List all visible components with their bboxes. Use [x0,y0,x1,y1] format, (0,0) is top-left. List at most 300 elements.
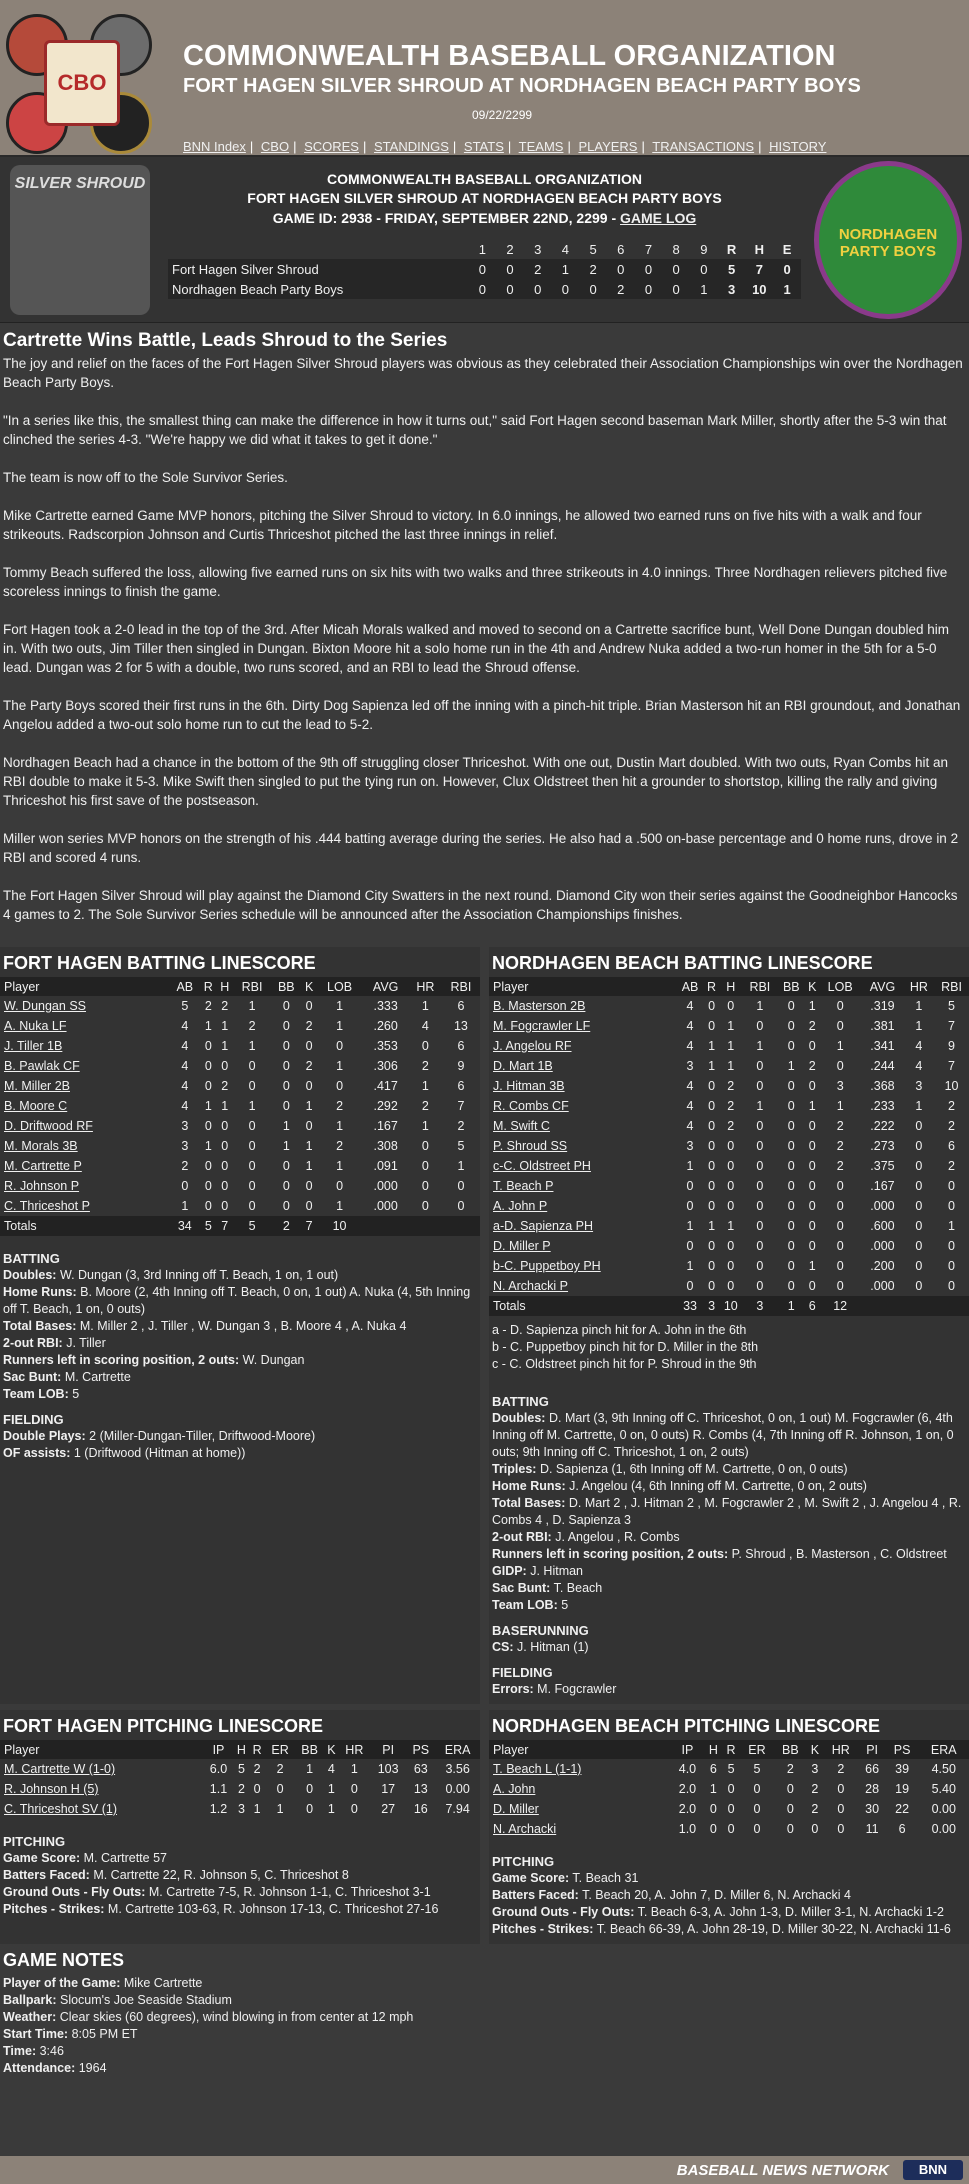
stat-cell: 2 [305,1019,313,1033]
total-hits: 7 [745,259,773,279]
player-name[interactable] [489,1236,676,1256]
player-link[interactable]: M. Morals 3B [4,1139,78,1153]
stat-cell: 0 [276,1782,284,1796]
inning-runs: 0 [552,279,580,299]
player-link[interactable]: C. Thriceshot SV (1) [4,1802,118,1816]
stat-cell: 0 [709,1802,717,1816]
stat-cell: 0 [915,1239,923,1253]
player-name[interactable] [0,1056,170,1076]
recap-paragraph: Nordhagen Beach had a chance in the bottom of the 9th off struggling closer Thriceshot. With one out, Dustin Mart doubled. With two outs, Ryan Combs hit an RBI double to make it 5-3. Mike Swift then singled to put the tying run on. However, Clux Oldstreet then hit a grounder to shortstop, killing the rally and giving Thriceshot his first save of the postseason. [3,755,949,808]
inning-runs: 0 [579,279,607,299]
column-header: BB [295,1740,324,1759]
inning-header: 7 [644,241,653,257]
column-header: RBI [233,977,271,996]
stat-cell: 0 [204,1199,212,1213]
player-link[interactable]: A. John P [493,1199,548,1213]
nav-cbo[interactable]: CBO [260,139,290,154]
player-name[interactable] [0,1799,203,1819]
player-link[interactable]: J. Angelou RF [493,1039,572,1053]
stat-cell: 2 [181,1159,189,1173]
column-header: RBI [742,977,777,996]
stat-cell: 0.00 [931,1802,956,1816]
player-link[interactable]: R. Johnson H (5) [4,1782,99,1796]
stat-cell: 0 [421,1199,429,1213]
stat-cell: 2 [237,1782,245,1796]
player-link[interactable]: R. Johnson P [4,1179,80,1193]
column-header: K [807,1740,823,1759]
player-name[interactable] [0,996,170,1016]
game-note-value: 1964 [78,2061,107,2075]
stat-cell: 1 [181,1199,189,1213]
stat-cell: 0 [787,1039,795,1053]
inning-header: 6 [617,241,625,257]
stat-cell: 1 [457,1159,465,1173]
bnn-logo[interactable]: BNN [903,2160,963,2180]
player-link[interactable]: a-D. Sapienza PH [493,1219,594,1233]
stat-cell: 5 [948,999,955,1013]
column-header: ER [265,1740,295,1759]
player-link[interactable]: B. Moore C [4,1099,68,1113]
pinch-hit-notes [489,1316,969,1379]
column-header: BB [777,977,805,996]
table-row [0,1759,480,1779]
notes-label: Game Score: [3,1851,81,1865]
player-name[interactable] [0,1196,170,1216]
player-link[interactable]: J. Tiller 1B [4,1039,63,1053]
notes-value: M. Cartrette 103-63, R. Johnson 17-13, C. Thriceshot 27-16 [107,1902,439,1916]
notes-value: B. Moore (2, 4th Inning off T. Beach, 0 on, 1 out) A. Nuka (4, 5th Inning off T. Beach, 1 on, 0 outs) [3,1285,471,1316]
stat-cell: 0 [808,1119,816,1133]
inning-header: 8 [672,241,680,257]
stat-cell: 0 [248,1159,256,1173]
stat-cell: 0 [457,1199,465,1213]
notes-label: Sac Bunt: [492,1581,551,1595]
game-log-link[interactable]: GAME LOG [620,210,697,226]
stat-cell: 22 [895,1802,910,1816]
stat-cell: 2 [837,1762,845,1776]
player-link[interactable]: A. John [493,1782,536,1796]
player-name[interactable] [0,1116,170,1136]
player-name[interactable] [489,1116,676,1136]
stat-cell: 0 [305,999,313,1013]
notes-label: Double Plays: [3,1429,86,1443]
recap-paragraph: The Party Boys scored their first runs in the 6th. Dirty Dog Sapienza led off the inning with a pinch-hit triple. Brian Masterson hit an RBI groundout, and Jonathan Angelou added a two-out solo home run to cut the lead to 5-2. [3,698,961,732]
notes-value: J. Angelou , R. Combs [555,1530,680,1544]
stat-cell: 5 [753,1762,761,1776]
player-name[interactable] [0,1136,170,1156]
player-name[interactable] [489,1136,676,1156]
stat-cell: .244 [870,1059,895,1073]
stat-cell: 2 [948,1099,955,1113]
player-name[interactable] [0,1176,170,1196]
stat-cell: 4 [915,1059,923,1073]
stat-cell: 0 [221,1139,229,1153]
stat-cell: 0 [948,1179,955,1193]
stat-cell: 5.40 [931,1782,956,1796]
column-header: IP [670,1740,704,1759]
stat-cell: 0 [708,1139,716,1153]
stat-cell: 1 [253,1802,261,1816]
player-link[interactable]: W. Dungan SS [4,999,86,1013]
stat-cell: 2 [836,1119,844,1133]
stat-cell: 0 [808,1239,816,1253]
stat-cell: 0 [808,1199,816,1213]
home-batting-table [489,977,969,1316]
stat-cell: .353 [373,1039,398,1053]
header-game-id [0,210,969,226]
table-row [0,1096,480,1116]
inning-header: 3 [534,241,542,257]
stat-cell: 0 [336,1079,344,1093]
stat-cell: .200 [870,1259,895,1273]
notes-line [492,1546,966,1563]
player-name[interactable] [489,1016,676,1036]
player-link[interactable]: R. Combs CF [493,1099,569,1113]
stat-cell: .091 [373,1159,398,1173]
stat-cell: 0 [708,1239,716,1253]
stat-cell: 6 [457,1079,465,1093]
stat-cell: 0 [686,1239,694,1253]
runs-header: R [726,241,737,257]
stat-cell: 0 [756,1159,764,1173]
player-name[interactable] [0,1779,203,1799]
stat-cell: 0 [787,1179,795,1193]
stat-cell: 0 [727,1199,735,1213]
stat-cell: 0 [336,1039,344,1053]
stat-cell: 0 [808,1179,816,1193]
table-row [0,996,480,1016]
player-name[interactable] [0,1036,170,1056]
notes-value: M. Cartrette [64,1370,131,1384]
stat-cell: 0 [808,1219,816,1233]
player-name[interactable] [489,1819,670,1839]
totals-row [489,1296,969,1316]
stat-cell: 0 [350,1782,358,1796]
total-runs: 5 [718,259,746,279]
player-name[interactable] [489,1196,676,1216]
notes-line [3,1284,477,1318]
table-row [0,1036,480,1056]
notes-label: Game Score: [492,1871,570,1885]
player-name[interactable] [489,1216,676,1236]
stat-cell: 1 [305,1159,313,1173]
nav-teams[interactable]: TEAMS [518,139,564,154]
stat-cell: 1 [282,1119,290,1133]
away-pitching [0,1710,480,1944]
column-header: HR [904,977,934,996]
player-link[interactable]: T. Beach P [493,1179,554,1193]
stat-cell: 1 [336,1159,344,1173]
player-name[interactable] [0,1156,170,1176]
table-row [489,1799,969,1819]
player-link[interactable]: P. Shroud SS [493,1139,568,1153]
stat-cell: 2 [336,1099,344,1113]
stat-cell: 1 [305,1099,313,1113]
player-link[interactable]: M. Miller 2B [4,1079,70,1093]
player-name[interactable] [489,1056,676,1076]
stat-cell: 1 [836,1099,844,1113]
table-header-row [489,977,969,996]
recap-paragraph: The team is now off to the Sole Survivor Series. [3,470,288,485]
stat-cell: 0 [727,1159,735,1173]
player-name[interactable] [489,1156,676,1176]
stat-cell: .000 [373,1199,398,1213]
column-header: R [722,1740,740,1759]
stat-cell: 0 [727,1822,735,1836]
player-name[interactable] [0,1759,203,1779]
player-link[interactable]: N. Archacki P [493,1279,569,1293]
player-link[interactable]: M. Swift C [493,1119,550,1133]
player-name[interactable] [489,1799,670,1819]
stat-cell: 3 [181,1139,189,1153]
stat-cell: 1.2 [209,1802,228,1816]
player-link[interactable]: D. Driftwood RF [4,1119,93,1133]
stat-cell: 2 [727,1119,735,1133]
stat-cell: 0 [915,1199,923,1213]
nav-standings[interactable]: STANDINGS [374,139,449,154]
player-link[interactable]: A. Nuka LF [4,1019,67,1033]
player-link[interactable]: M. Cartrette W (1-0) [4,1762,116,1776]
stat-cell: 3 [181,1119,189,1133]
stat-cell: 13 [453,1019,468,1033]
stat-cell: 0 [756,1079,764,1093]
nav-players[interactable]: PLAYERS [578,139,638,154]
stat-cell: 4 [181,1099,189,1113]
stat-cell: 66 [865,1762,880,1776]
stat-cell: .273 [870,1139,895,1153]
notes-value: P. Shroud , B. Masterson , C. Oldstreet [731,1547,947,1561]
stat-cell: 0 [421,1039,429,1053]
notes-value: 2 (Miller-Dungan-Tiller, Driftwood-Moore) [89,1429,316,1443]
home-batting-title: NORDHAGEN BEACH BATTING LINESCORE [492,953,873,973]
stat-cell: 0 [709,1822,717,1836]
column-header: H [217,977,233,996]
stat-cell: 7 [457,1099,465,1113]
notes-value: M. Fogcrawler [537,1682,617,1696]
notes-value: T. Beach 6-3, A. John 1-3, D. Miller 3-1, N. Archacki 1-2 [637,1905,944,1919]
totals-cell [362,1216,409,1236]
notes-heading: BATTING [492,1394,549,1409]
nav-scores[interactable]: SCORES [304,139,359,154]
stat-cell: 1 [756,999,764,1013]
stat-cell: 1 [686,1219,694,1233]
stat-cell: 0 [421,1139,429,1153]
player-link[interactable]: N. Archacki [493,1822,557,1836]
game-note-label: Ballpark: [3,1993,57,2007]
stat-cell: .308 [373,1139,398,1153]
stat-cell: 0 [305,1039,313,1053]
player-name[interactable] [0,1016,170,1036]
nav-history[interactable]: HISTORY [769,139,827,154]
stat-cell: 4 [686,1119,694,1133]
inning-runs: 1 [690,279,718,299]
stat-cell: 0 [753,1822,761,1836]
stat-cell: 0 [204,1119,212,1133]
stat-cell: 0 [708,1159,716,1173]
nav-stats[interactable]: STATS [463,139,504,154]
column-header: BB [271,977,301,996]
nav-bnn-index[interactable]: BNN Index [183,139,246,154]
notes-value: T. Beach 20, A. John 7, D. Miller 6, N. Archacki 4 [582,1888,851,1902]
column-header: IP [203,1740,233,1759]
stat-cell: 2 [221,1079,229,1093]
stat-cell: 0 [708,1199,716,1213]
stat-cell: 0 [708,999,716,1013]
stat-cell: 7.94 [445,1802,470,1816]
away-pitching-notes [0,1819,480,1924]
notes-line [3,1267,477,1284]
stat-cell: 0 [787,1219,795,1233]
notes-value: 1 (Driftwood (Hitman at home)) [73,1446,246,1460]
game-note-label: Weather: [3,2010,57,2024]
recap-paragraph: The joy and relief on the faces of the Fort Hagen Silver Shroud players was obvious as they celebrated their Association Championships win over the Nordhagen Beach Party Boys. [3,356,963,390]
player-link[interactable]: J. Hitman 3B [493,1079,565,1093]
table-row [489,1236,969,1256]
stat-cell: 17 [381,1782,396,1796]
nav-transactions[interactable]: TRANSACTIONS [652,139,755,154]
player-name[interactable] [489,1276,676,1296]
stat-cell: 0 [248,1199,256,1213]
stat-cell: 3 [811,1762,819,1776]
stat-cell: 0 [915,1219,923,1233]
recap-paragraph: Tommy Beach suffered the loss, allowing five earned runs on six hits with two walks and three strikeouts in 4.0 innings. Three Nordhagen relievers pitched five scoreless innings to finish the game. [3,565,948,599]
stat-cell: 0 [948,1199,955,1213]
stat-cell: 0 [282,1159,290,1173]
stat-cell: 0 [787,999,795,1013]
stat-cell: 0 [306,1802,314,1816]
stat-cell: 0 [248,1079,256,1093]
stat-cell: 4 [181,1059,189,1073]
notes-label: CS: [492,1640,514,1654]
player-link[interactable]: B. Pawlak CF [4,1059,80,1073]
stat-cell: 0 [915,1119,923,1133]
stat-cell: 0 [708,1279,716,1293]
notes-line [492,1461,966,1478]
player-link[interactable]: b-C. Puppetboy PH [493,1259,601,1273]
stat-cell: 1 [787,1059,795,1073]
stat-cell: 0 [786,1802,794,1816]
column-header: K [324,1740,339,1759]
stat-cell: 1 [204,1139,212,1153]
notes-line [492,1921,966,1938]
notes-line [492,1563,966,1580]
table-row [489,1276,969,1296]
table-row [0,1016,480,1036]
player-name[interactable] [489,1779,670,1799]
notes-label: Errors: [492,1682,534,1696]
notes-label: Ground Outs - Fly Outs: [492,1905,635,1919]
stat-cell: 0 [727,1239,735,1253]
stat-cell: 1 [336,1119,344,1133]
stat-cell: 2 [305,1059,313,1073]
stat-cell: 0.00 [931,1822,956,1836]
player-name[interactable] [489,996,676,1016]
league-logo [4,12,154,147]
stat-cell: 2 [836,1139,844,1153]
stat-cell: 0 [756,1219,764,1233]
stat-cell: 1 [727,1019,735,1033]
stat-cell: 6 [898,1822,906,1836]
notes-label: Team LOB: [3,1387,69,1401]
player-link[interactable]: C. Thriceshot P [4,1199,90,1213]
totals-cell: 3 [704,1296,719,1316]
table-row [489,1076,969,1096]
inning-runs: 2 [524,259,552,279]
table-row [489,1116,969,1136]
stat-cell: 0 [787,1259,795,1273]
stat-cell: 1 [808,999,816,1013]
stat-cell: 0 [915,1259,923,1273]
stat-cell: .167 [373,1119,398,1133]
stat-cell: 2 [811,1802,819,1816]
column-header: AVG [861,977,904,996]
totals-cell [934,1296,969,1316]
player-name[interactable] [489,1759,670,1779]
player-name[interactable] [489,1036,676,1056]
stat-cell: 0 [727,1279,735,1293]
player-name[interactable] [489,1256,676,1276]
player-name[interactable] [0,1076,170,1096]
stat-cell: 0 [787,1159,795,1173]
total-errors: 1 [773,279,801,299]
stat-cell: 1 [282,1139,290,1153]
total-hits: 10 [745,279,773,299]
column-header: R [249,1740,265,1759]
player-link[interactable]: D. Miller P [493,1239,551,1253]
stat-cell: 4.0 [678,1762,697,1776]
column-header: Player [489,977,676,996]
player-link[interactable]: M. Cartrette P [4,1159,82,1173]
stat-cell: 0 [204,1079,212,1093]
stat-cell: 1 [221,1019,229,1033]
player-name[interactable] [489,1096,676,1116]
table-row [0,1779,480,1799]
table-row [0,1056,480,1076]
notes-line [3,1445,477,1462]
game-recap [0,323,969,947]
column-header: HR [823,1740,858,1759]
player-link[interactable]: D. Mart 1B [493,1059,553,1073]
player-name[interactable] [0,1096,170,1116]
player-link[interactable]: D. Miller [493,1802,539,1816]
stat-cell: 0 [221,1159,229,1173]
pinch-hit-note: b - C. Puppetboy pinch hit for D. Miller in the 8th [492,1340,759,1354]
stat-cell: 2 [221,999,229,1013]
notes-label: Team LOB: [492,1598,558,1612]
player-link[interactable]: c-C. Oldstreet PH [493,1159,591,1173]
inning-runs: 0 [469,279,497,299]
player-link[interactable]: B. Masterson 2B [493,999,586,1013]
player-link[interactable]: M. Fogcrawler LF [493,1019,591,1033]
stat-cell: 4 [181,1019,189,1033]
player-link[interactable]: T. Beach L (1-1) [493,1762,582,1776]
column-header: RBI [442,977,480,996]
pinch-hit-note: a - D. Sapienza pinch hit for A. John in the 6th [492,1323,747,1337]
game-notes-list [3,1975,966,2077]
total-errors: 0 [773,259,801,279]
table-row [489,1196,969,1216]
stat-cell: 0 [915,1179,923,1193]
stat-cell: 1 [686,1159,694,1173]
stat-cell: 1 [336,1199,344,1213]
stat-cell: 1.0 [678,1822,697,1836]
stat-cell: 0 [786,1782,794,1796]
player-name[interactable] [489,1076,676,1096]
table-row [489,996,969,1016]
stat-cell: 3 [686,1059,694,1073]
player-name[interactable] [489,1176,676,1196]
stat-cell: 0 [727,1259,735,1273]
